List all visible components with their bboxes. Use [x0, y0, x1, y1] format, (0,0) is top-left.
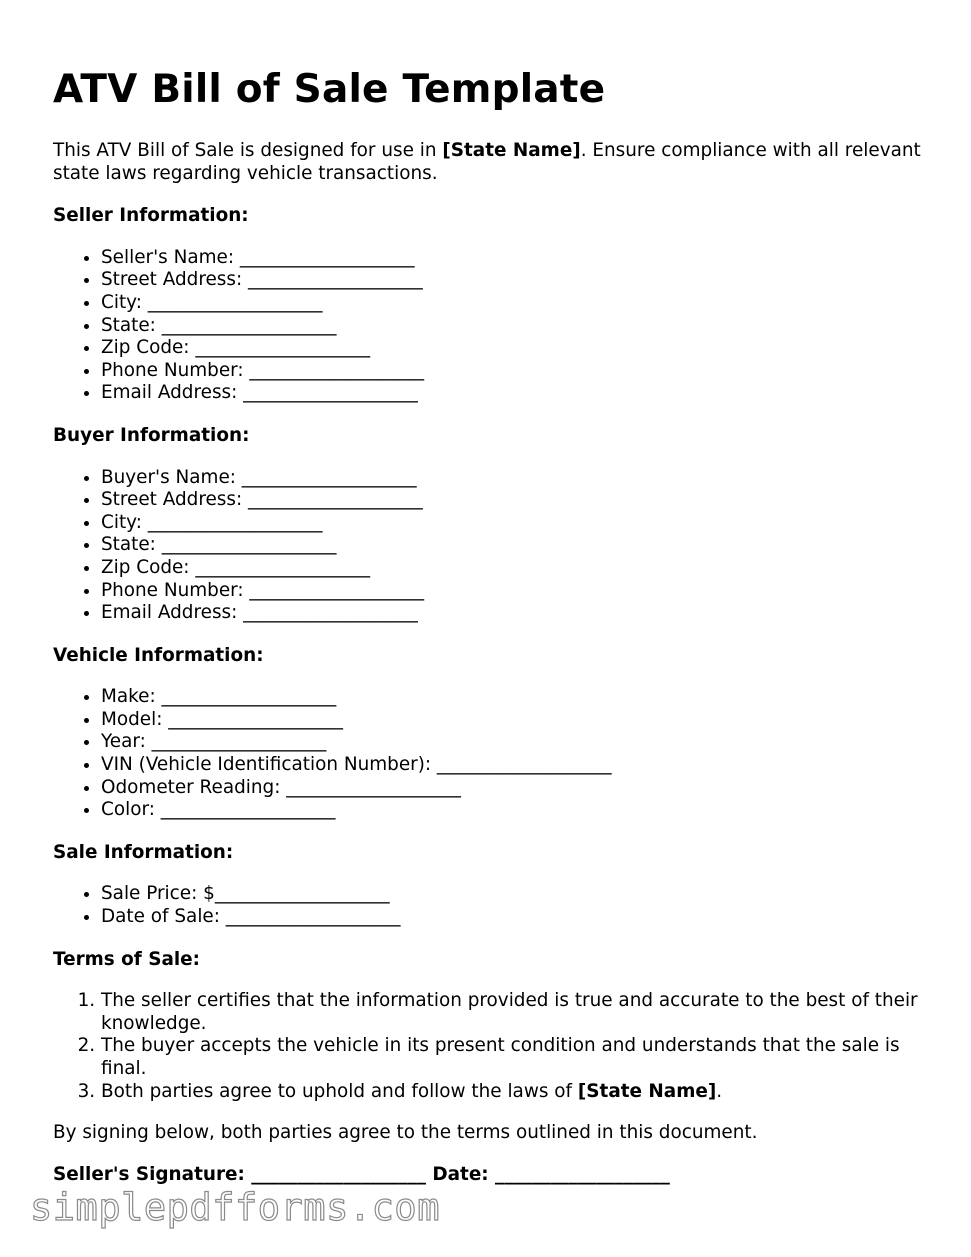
buyer-phone-field: • Phone Number: ___________________ — [101, 580, 933, 603]
sale-field-list — [53, 883, 933, 928]
vehicle-field-list — [53, 686, 933, 822]
buyer-state-field: • State: ___________________ — [101, 534, 933, 557]
vehicle-color-field: • Color: ___________________ — [101, 799, 933, 822]
document-page — [53, 64, 933, 1186]
sale-price-field: • Sale Price: $___________________ — [101, 883, 933, 906]
buyer-email-field: • Email Address: ___________________ — [101, 602, 933, 625]
vehicle-model-field: • Model: ___________________ — [101, 709, 933, 732]
site-watermark: simplepdfforms.com — [30, 1186, 440, 1229]
buyer-field-list — [53, 467, 933, 625]
vehicle-section-heading: Vehicle Information: — [53, 644, 264, 666]
buyer-section-heading: Buyer Information: — [53, 424, 250, 446]
term-state-placeholder: [State Name] — [577, 1080, 717, 1102]
intro-text-start: This ATV Bill of Sale is designed for use in — [53, 140, 443, 161]
buyer-city-field: • City: ___________________ — [101, 512, 933, 535]
seller-zip-field: • Zip Code: ___________________ — [101, 337, 933, 360]
seller-street-field: • Street Address: ___________________ — [101, 269, 933, 292]
vehicle-vin-field: • VIN (Vehicle Identification Number): ___________________ — [101, 754, 933, 777]
vehicle-odometer-field: • Odometer Reading: ___________________ — [101, 777, 933, 800]
terms-section-heading: Terms of Sale: — [53, 948, 200, 970]
page-title: ATV Bill of Sale Template — [53, 67, 606, 112]
term-text-start: Both parties agree to uphold and follow the laws of — [101, 1080, 578, 1102]
seller-name-field: • Seller's Name: ___________________ — [101, 247, 933, 270]
terms-list — [53, 990, 933, 1103]
term-item: 2. The buyer accepts the vehicle in its present condition and understands that the sale is final. — [101, 1035, 933, 1080]
vehicle-make-field: • Make: ___________________ — [101, 686, 933, 709]
seller-state-field: • State: ___________________ — [101, 315, 933, 338]
buyer-name-field: • Buyer's Name: ___________________ — [101, 467, 933, 490]
sale-section-heading: Sale Information: — [53, 841, 234, 863]
seller-signature-line: Seller's Signature: ___________________ Date: ___________________ — [53, 1163, 670, 1185]
term-text-end: . — [716, 1080, 723, 1102]
seller-city-field: • City: ___________________ — [101, 292, 933, 315]
buyer-street-field: • Street Address: ___________________ — [101, 489, 933, 512]
term-item — [101, 1081, 933, 1104]
buyer-zip-field: • Zip Code: ___________________ — [101, 557, 933, 580]
vehicle-year-field: • Year: ___________________ — [101, 731, 933, 754]
closing-statement: By signing below, both parties agree to the terms outlined in this document. — [53, 1122, 758, 1144]
seller-email-field: • Email Address: ___________________ — [101, 382, 933, 405]
intro-paragraph — [53, 140, 933, 185]
term-item: 1. The seller certifies that the information provided is true and accurate to the best of their knowledge. — [101, 990, 933, 1035]
seller-phone-field: • Phone Number: ___________________ — [101, 360, 933, 383]
seller-section-heading: Seller Information: — [53, 205, 249, 227]
intro-state-placeholder: [State Name] — [442, 140, 581, 161]
intro-text-end: . Ensure compliance with all relevant state laws regarding vehicle transactions. — [53, 140, 921, 184]
seller-field-list — [53, 247, 933, 405]
sale-date-field: • Date of Sale: ___________________ — [101, 906, 933, 929]
